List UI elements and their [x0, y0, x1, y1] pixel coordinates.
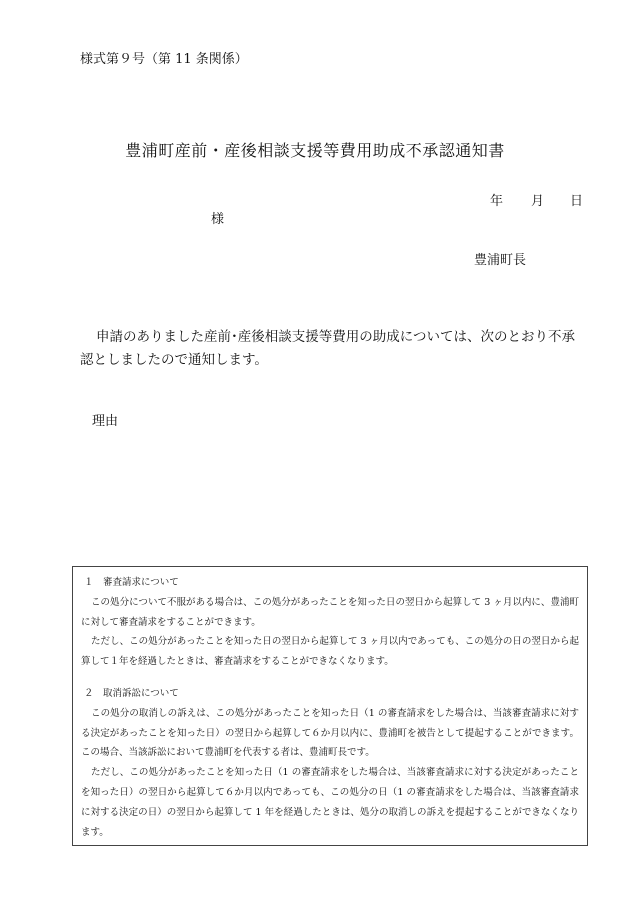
sender: 豊浦町長 — [474, 253, 527, 268]
date-month: 月 — [531, 194, 545, 209]
date-day: 日 — [570, 194, 584, 209]
document-title: 豊浦町産前・産後相談支援等費用助成不承認通知書 — [125, 141, 505, 160]
notice-paragraph: ただし、この処分があったことを知った日（1 の審査請求をした場合は、当該審査請求に対する決定があったことを知った日）の翌日から起算して６か月以内であっても、この処分の日（1 の審査請求をした場合は、当該審査請求に対する決定の日）の翌日から起算して 1 年を経過したときは、処分の取消しの訴えを提起することができなくなります。 — [81, 767, 579, 838]
form-number: 様式第９号（第 11 条関係） — [80, 52, 248, 67]
spacer — [81, 672, 579, 684]
notice-paragraph: ただし、この処分があったことを知った日の翌日から起算して 3 ヶ月以内であっても、この処分の日の翌日から起算して１年を経過したときは、審査請求をすることができなくなります。 — [81, 636, 579, 668]
body-text: 申請のありました産前･産後相談支援等費用の助成については、次のとおり不承認としましたので通知します。 — [80, 329, 575, 368]
section-heading: １ 審査請求について — [84, 577, 179, 588]
notice-paragraph: この処分の取消しの訴えは、この処分があったことを知った日（1 の審査請求をした場合は、当該審査請求に対する決定があったことを知った日）の翌日から起算して６か月以内に、豊浦町を被告として提起することができます。この場合、当該訴訟において豊浦町を代表する者は、豊浦町長です。 — [81, 707, 579, 759]
notice-paragraph: この処分について不服がある場合は、この処分があったことを知った日の翌日から起算して 3 ヶ月以内に、豊浦町に対して審査請求をすることができます。 — [81, 596, 579, 628]
date-year: 年 — [490, 194, 504, 209]
reason-label: 理由 — [92, 414, 119, 429]
section-heading: ２ 取消訴訟について — [84, 687, 179, 699]
addressee: 様 — [211, 212, 225, 227]
notice-box — [72, 566, 588, 846]
